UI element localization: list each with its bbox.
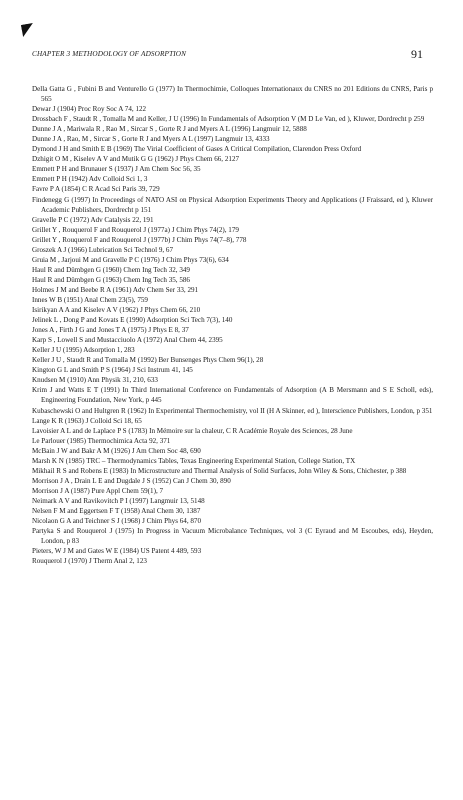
reference-entry: Groszek A J (1966) Lubrication Sci Technol 9, 67 [32, 245, 174, 254]
reference-entry: Mikhail R S and Robens E (1983) In Microstructure and Thermal Analysis of Solid Surfaces, John Wiley & Sons, Chichester, p 388 [32, 466, 407, 475]
reference-entry: Emmett P H and Brunauer S (1937) J Am Chem Soc 56, 35 [32, 165, 201, 174]
reference-entry: Grillet Y , Rouquerol F and Rouquerol J (1977b) J Chim Phys 74(7–8), 778 [32, 235, 247, 244]
reference-entry: Lavoisier A L and de Laplace P S (1783) In Mémoire sur la chaleur, C R Académie Royale des Sciences, 28 June [32, 426, 353, 435]
reference-entry: Kubaschewski O and Hultgren R (1962) In Experimental Thermochemistry, vol II (H A Skinner, ed ), Interscience Publishers, London, p 351 [32, 406, 433, 415]
reference-entry: Jelinek L , Dong P and Kovats E (1990) Adsorption Sci Tech 7(3), 140 [32, 316, 233, 325]
reference-entry: Jones A , Firth J G and Jones T A (1975) J Phys E 8, 37 [32, 326, 189, 335]
reference-entry: Haul R and Dümbgen G (1963) Chem Ing Tech 35, 586 [32, 275, 190, 284]
reference-entry: Rouquerol J (1970) J Therm Anal 2, 123 [32, 557, 147, 566]
reference-entry: Morrison J A , Drain L E and Dugdale J S (1952) Can J Chem 30, 890 [32, 476, 231, 485]
reference-entry: Drossbach F , Staudt R , Tomalla M and Keller, J U (1996) In Fundamentals of Adsorption V (M D Le Van, ed ), Kluwer, Dordrecht p 259 [32, 115, 425, 124]
reference-entry: Nelsen F M and Eggertsen F T (1958) Anal Chem 30, 1387 [32, 506, 201, 515]
reference-entry: Marsh K N (1985) TRC – Thermodynamics Tables, Texas Engineering Experimental Station, College Station, TX [32, 456, 356, 465]
reference-entry: Morrison J A (1987) Pure Appl Chem 59(1), 7 [32, 486, 164, 495]
page-corner-mark [21, 23, 35, 37]
reference-entry: Neimark A V and Ravikovitch P I (1997) Langmuir 13, 5148 [32, 496, 205, 505]
reference-entry: Nicolaon G A and Teichner S J (1968) J Chim Phys 64, 870 [32, 517, 202, 526]
reference-entry: Le Parlouer (1985) Thermochimica Acta 92, 371 [32, 436, 171, 445]
reference-entry: Dzhigit O M , Kiselev A V and Mutik G G (1962) J Phys Chem 66, 2127 [32, 155, 240, 164]
reference-entry: Dewar J (1904) Proc Roy Soc A 74, 122 [32, 105, 147, 114]
reference-entry: Gruia M , Jarjoui M and Gravelle P C (1976) J Chim Phys 73(6), 634 [32, 255, 229, 264]
reference-list [32, 84, 433, 566]
reference-entry: Dymond J H and Smith E B (1969) The Virial Coefficient of Gases A Critical Compilation, Clarendon Press Oxford [32, 145, 362, 154]
reference-entry: Findenegg G (1997) In Proceedings of NATO ASI on Physical Adsorption Experiments Theory and Applications (J Fraissard, ed ), Kluwer Academic Publishers, Dordrecht p 151 [32, 195, 433, 214]
reference-entry: Dunne J A , Rao, M , Sircar S , Gorte R J and Myers A L (1997) Langmuir 13, 4333 [32, 135, 270, 144]
reference-entry: Keller J U , Staudt R and Tomalla M (1992) Ber Bunsenges Phys Chem 96(1), 28 [32, 356, 264, 365]
reference-entry: Gravelle P C (1972) Adv Catalysis 22, 191 [32, 215, 154, 224]
reference-entry: Karp S , Lowell S and Mustacciuolo A (1972) Anal Chem 44, 2395 [32, 336, 223, 345]
reference-entry: Krim J and Watts E T (1991) In Third International Conference on Fundamentals of Adsorption (A B Mersmann and S E Scholl, eds), Engineering Foundation, New York, p 445 [32, 386, 433, 405]
reference-entry: Kington G L and Smith P S (1964) J Sci Instrum 41, 145 [32, 366, 193, 375]
reference-entry: Emmett P H (1942) Adv Colloid Sci 1, 3 [32, 175, 148, 184]
reference-entry: Isirikyan A A and Kiselev A V (1962) J Phys Chem 66, 210 [32, 306, 201, 315]
reference-entry: McBain J W and Bakr A M (1926) J Am Chem Soc 48, 690 [32, 446, 201, 455]
reference-entry: Haul R and Dümbgen G (1960) Chem Ing Tech 32, 349 [32, 265, 190, 274]
reference-entry: Partyka S and Rouquerol J (1975) In Progress in Vacuum Microbalance Techniques, vol 3 (C Eyraud and M Escoubes, eds), Heyden, London, p 83 [32, 527, 433, 546]
reference-entry: Pieters, W J M and Gates W E (1984) US Patent 4 489, 593 [32, 547, 202, 556]
reference-entry: Lange K R (1963) J Colloid Sci 18, 65 [32, 416, 142, 425]
reference-entry: Innes W B (1951) Anal Chem 23(5), 759 [32, 295, 148, 304]
reference-entry: Holmes J M and Beebe R A (1961) Adv Chem Ser 33, 291 [32, 285, 199, 294]
chapter-title: CHAPTER 3 METHODOLOGY OF ADSORPTION [32, 50, 187, 58]
reference-entry: Knudsen M (1910) Ann Physik 31, 210, 633 [32, 376, 158, 385]
reference-entry: Dunne J A , Mariwala R , Rao M , Sircar S , Gorte R J and Myers A L (1996) Langmuir 12, 5888 [32, 125, 307, 134]
page-number: 91 [411, 47, 423, 61]
reference-entry: Favre P A (1854) C R Acad Sci Paris 39, 729 [32, 185, 160, 194]
reference-entry: Della Gatta G , Fubini B and Venturello G (1977) In Thermochimie, Colloques Internationaux du CNRS no 201 Editions du CNRS, Paris p 565 [32, 85, 433, 104]
reference-entry: Grillet Y , Rouquerol F and Rouquerol J (1977a) J Chim Phys 74(2), 179 [32, 225, 239, 234]
reference-entry: Keller J U (1995) Adsorption 1, 283 [32, 346, 135, 355]
page-header [32, 48, 423, 64]
